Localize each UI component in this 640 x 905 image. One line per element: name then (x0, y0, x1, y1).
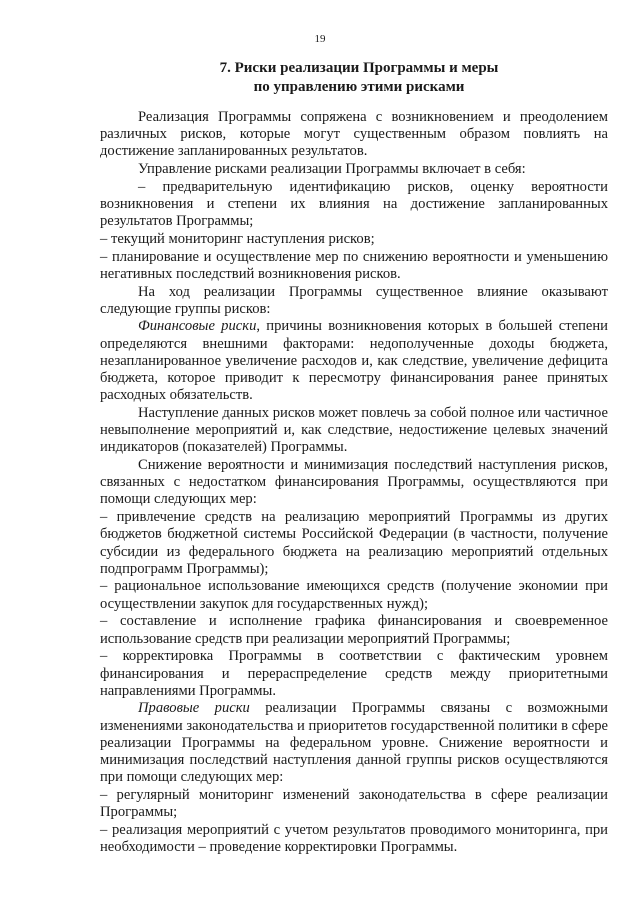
list-item: – планирование и осуществление мер по снижению вероятности и уменьшению негативных последствий возникновения рисков. (100, 248, 608, 282)
list-item: – корректировка Программы в соответствии с фактическим уровнем финансирования и перераспределение средств между приоритетными направлениями Программы. (100, 648, 608, 699)
legal-risks-term: Правовые риски (138, 700, 250, 717)
paragraph: На ход реализации Программы существенное влияние оказывают следующие группы рисков: (100, 283, 608, 317)
document-body (100, 109, 608, 856)
paragraph-legal-risks: Правовые риски реализации Программы связаны с возможными изменениями законодательства и приоритетов государственной политики в сфере реализации Программы на федеральном уровне. Снижение вероятности и минимизация последствий наступления данной группы рисков осуществляются при помощи следующих мер: (100, 700, 608, 786)
list-item: – реализация мероприятий с учетом результатов проводимого мониторинга, при необходимости – проведение корректировки Программы. (100, 821, 608, 856)
page-number: 19 (314, 33, 326, 45)
list-item: – рациональное использование имеющихся средств (получение экономии при осуществлении закупок для государственных нужд); (100, 578, 608, 612)
paragraph: Управление рисками реализации Программы включает в себя: (138, 161, 526, 178)
section-title-line-1: 7. Риски реализации Программы и меры (219, 60, 499, 76)
list-item: – текущий мониторинг наступления рисков; (100, 230, 375, 247)
paragraph-financial-risks: Финансовые риски, причины возникновения которых в большей степени определяются внешними факторами: недополученные доходы бюджета, незапланированное увеличение расходов и, как следствие, увеличение дефицита бюджета, которое приводит к пересмотру финансирования ранее принятых расходных обязательств. (100, 318, 608, 404)
paragraph: Реализация Программы сопряжена с возникновением и преодолением различных рисков, которые могут существенным образом повлиять на достижение запланированных результатов. (100, 109, 608, 160)
list-item: – предварительную идентификацию рисков, оценку вероятности возникновения и степени их влияния на достижение запланированных результатов Программы; (100, 178, 608, 230)
section-title (0, 59, 640, 97)
financial-risks-term: Финансовые риски (138, 318, 257, 335)
list-item: – привлечение средств на реализацию мероприятий Программы из других бюджетов бюджетной системы Российской Федерации (в частности, получение субсидии из федерального бюджета на реализацию мероприятий отдельных подпрограмм Программы); (100, 509, 608, 577)
list-item: – регулярный мониторинг изменений законодательства в сфере реализации Программы; (100, 786, 608, 821)
paragraph: Наступление данных рисков может повлечь за собой полное или частичное невыполнение мероприятий и, как следствие, недостижение целевых значений индикаторов (показателей) Программы. (100, 404, 608, 456)
paragraph: Снижение вероятности и минимизация последствий наступления рисков, связанных с недостатком финансирования Программы, осуществляются при помощи следующих мер: (100, 457, 608, 508)
section-title-line-2: по управлению этими рисками (253, 79, 465, 95)
list-item: – составление и исполнение графика финансирования и своевременное использование средств при реализации мероприятий Программы; (100, 613, 608, 647)
